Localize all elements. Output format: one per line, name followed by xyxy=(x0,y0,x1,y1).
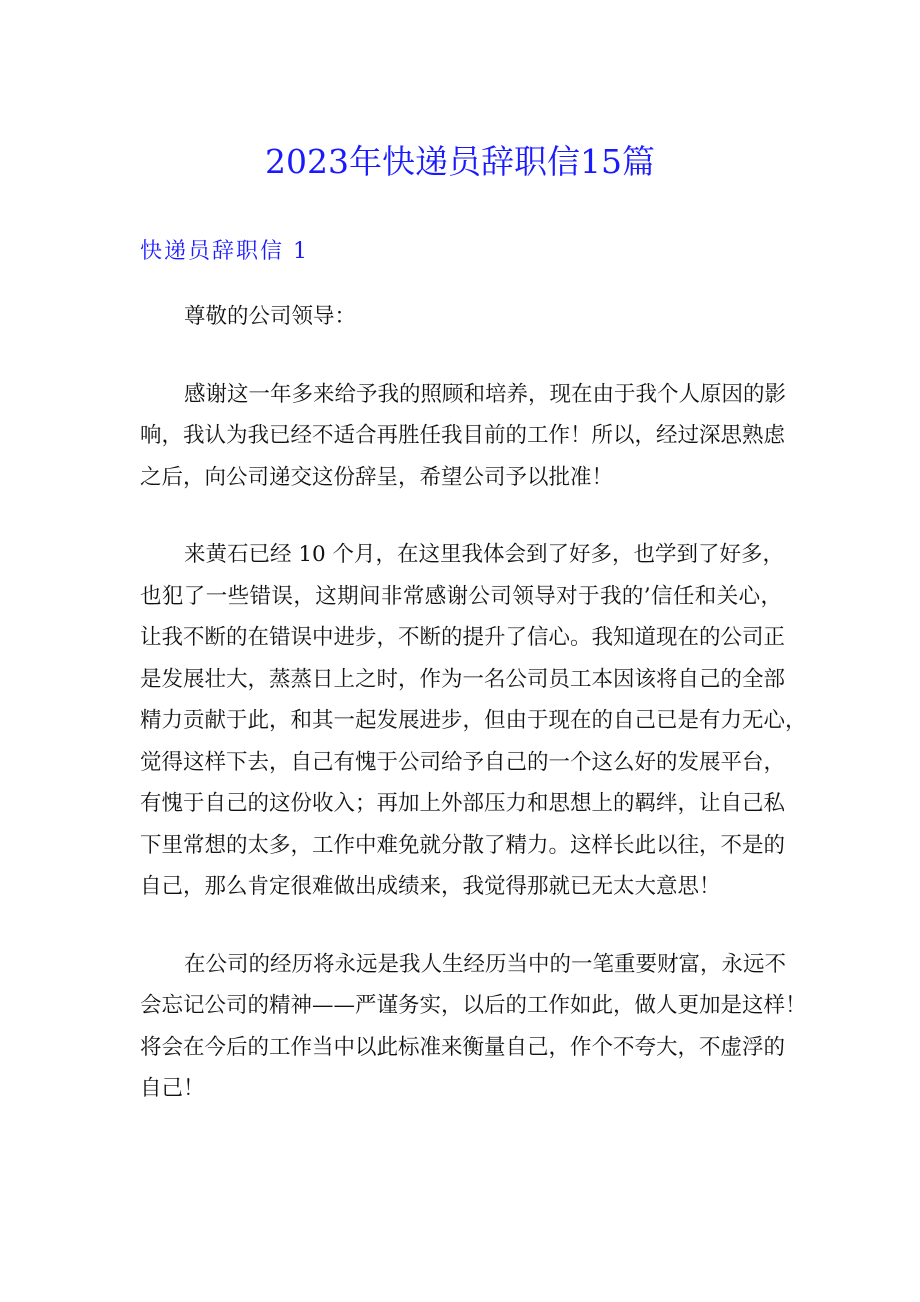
paragraph-line: 会忘记公司的精神——严谨务实，以后的工作如此，做人更加是这样！ xyxy=(140,993,807,1018)
letter-body xyxy=(140,300,807,1150)
paragraph-line: 感谢这一年多来给予我的照顾和培养，现在由于我个人原因的影 xyxy=(184,381,787,407)
paragraph-line: 响，我认为我已经不适合再胜任我目前的工作！所以，经过深思熟虑 xyxy=(140,423,786,448)
paragraph-line: 将会在今后的工作当中以此标准来衡量自己，作个不夸大，不虚浮的 xyxy=(140,1034,786,1060)
paragraph-line: 精力贡献于此，和其一起发展进步，但由于现在的自己已是有力无心， xyxy=(140,708,807,733)
paragraph-line: 也犯了一些错误，这期间非常感谢公司领导对于我的’信任和关心， xyxy=(140,583,782,609)
salutation-text: 尊敬的公司领导： xyxy=(184,304,357,329)
paragraph xyxy=(140,538,807,912)
paragraph-line: 觉得这样下去，自己有愧于公司给予自己的一个这么好的发展平台， xyxy=(140,749,786,775)
paragraph-line: 来黄石已经 10 个月，在这里我体会到了好多，也学到了好多， xyxy=(184,542,785,567)
salutation xyxy=(140,300,782,342)
paragraph xyxy=(140,378,787,503)
paragraph-line: 自己！ xyxy=(140,1076,205,1101)
paragraph-line: 之后，向公司递交这份辞呈，希望公司予以批准！ xyxy=(140,464,614,490)
paragraph-line: 是发展壮大，蒸蒸日上之时，作为一名公司员工本因该将自己的全部 xyxy=(140,666,786,692)
paragraph xyxy=(140,948,807,1114)
section-heading: 快递员辞职信 1 xyxy=(140,239,309,264)
paragraph-line: 自己，那么肯定很难做出成绩来，我觉得那就已无太大意思！ xyxy=(140,874,721,899)
paragraph-line: 有愧于自己的这份收入；再加上外部压力和思想上的羁绊，让自己私 xyxy=(140,791,786,816)
document-title: 2023年快递员辞职信15篇 xyxy=(265,142,655,181)
paragraph-line: 在公司的经历将永远是我人生经历当中的一笔重要财富，永远不 xyxy=(184,951,787,977)
paragraph-line: 下里常想的太多，工作中难免就分散了精力。这样长此以往，不是的 xyxy=(140,832,786,858)
paragraph-line: 让我不断的在错误中进步，不断的提升了信心。我知道现在的公司正 xyxy=(140,625,786,650)
